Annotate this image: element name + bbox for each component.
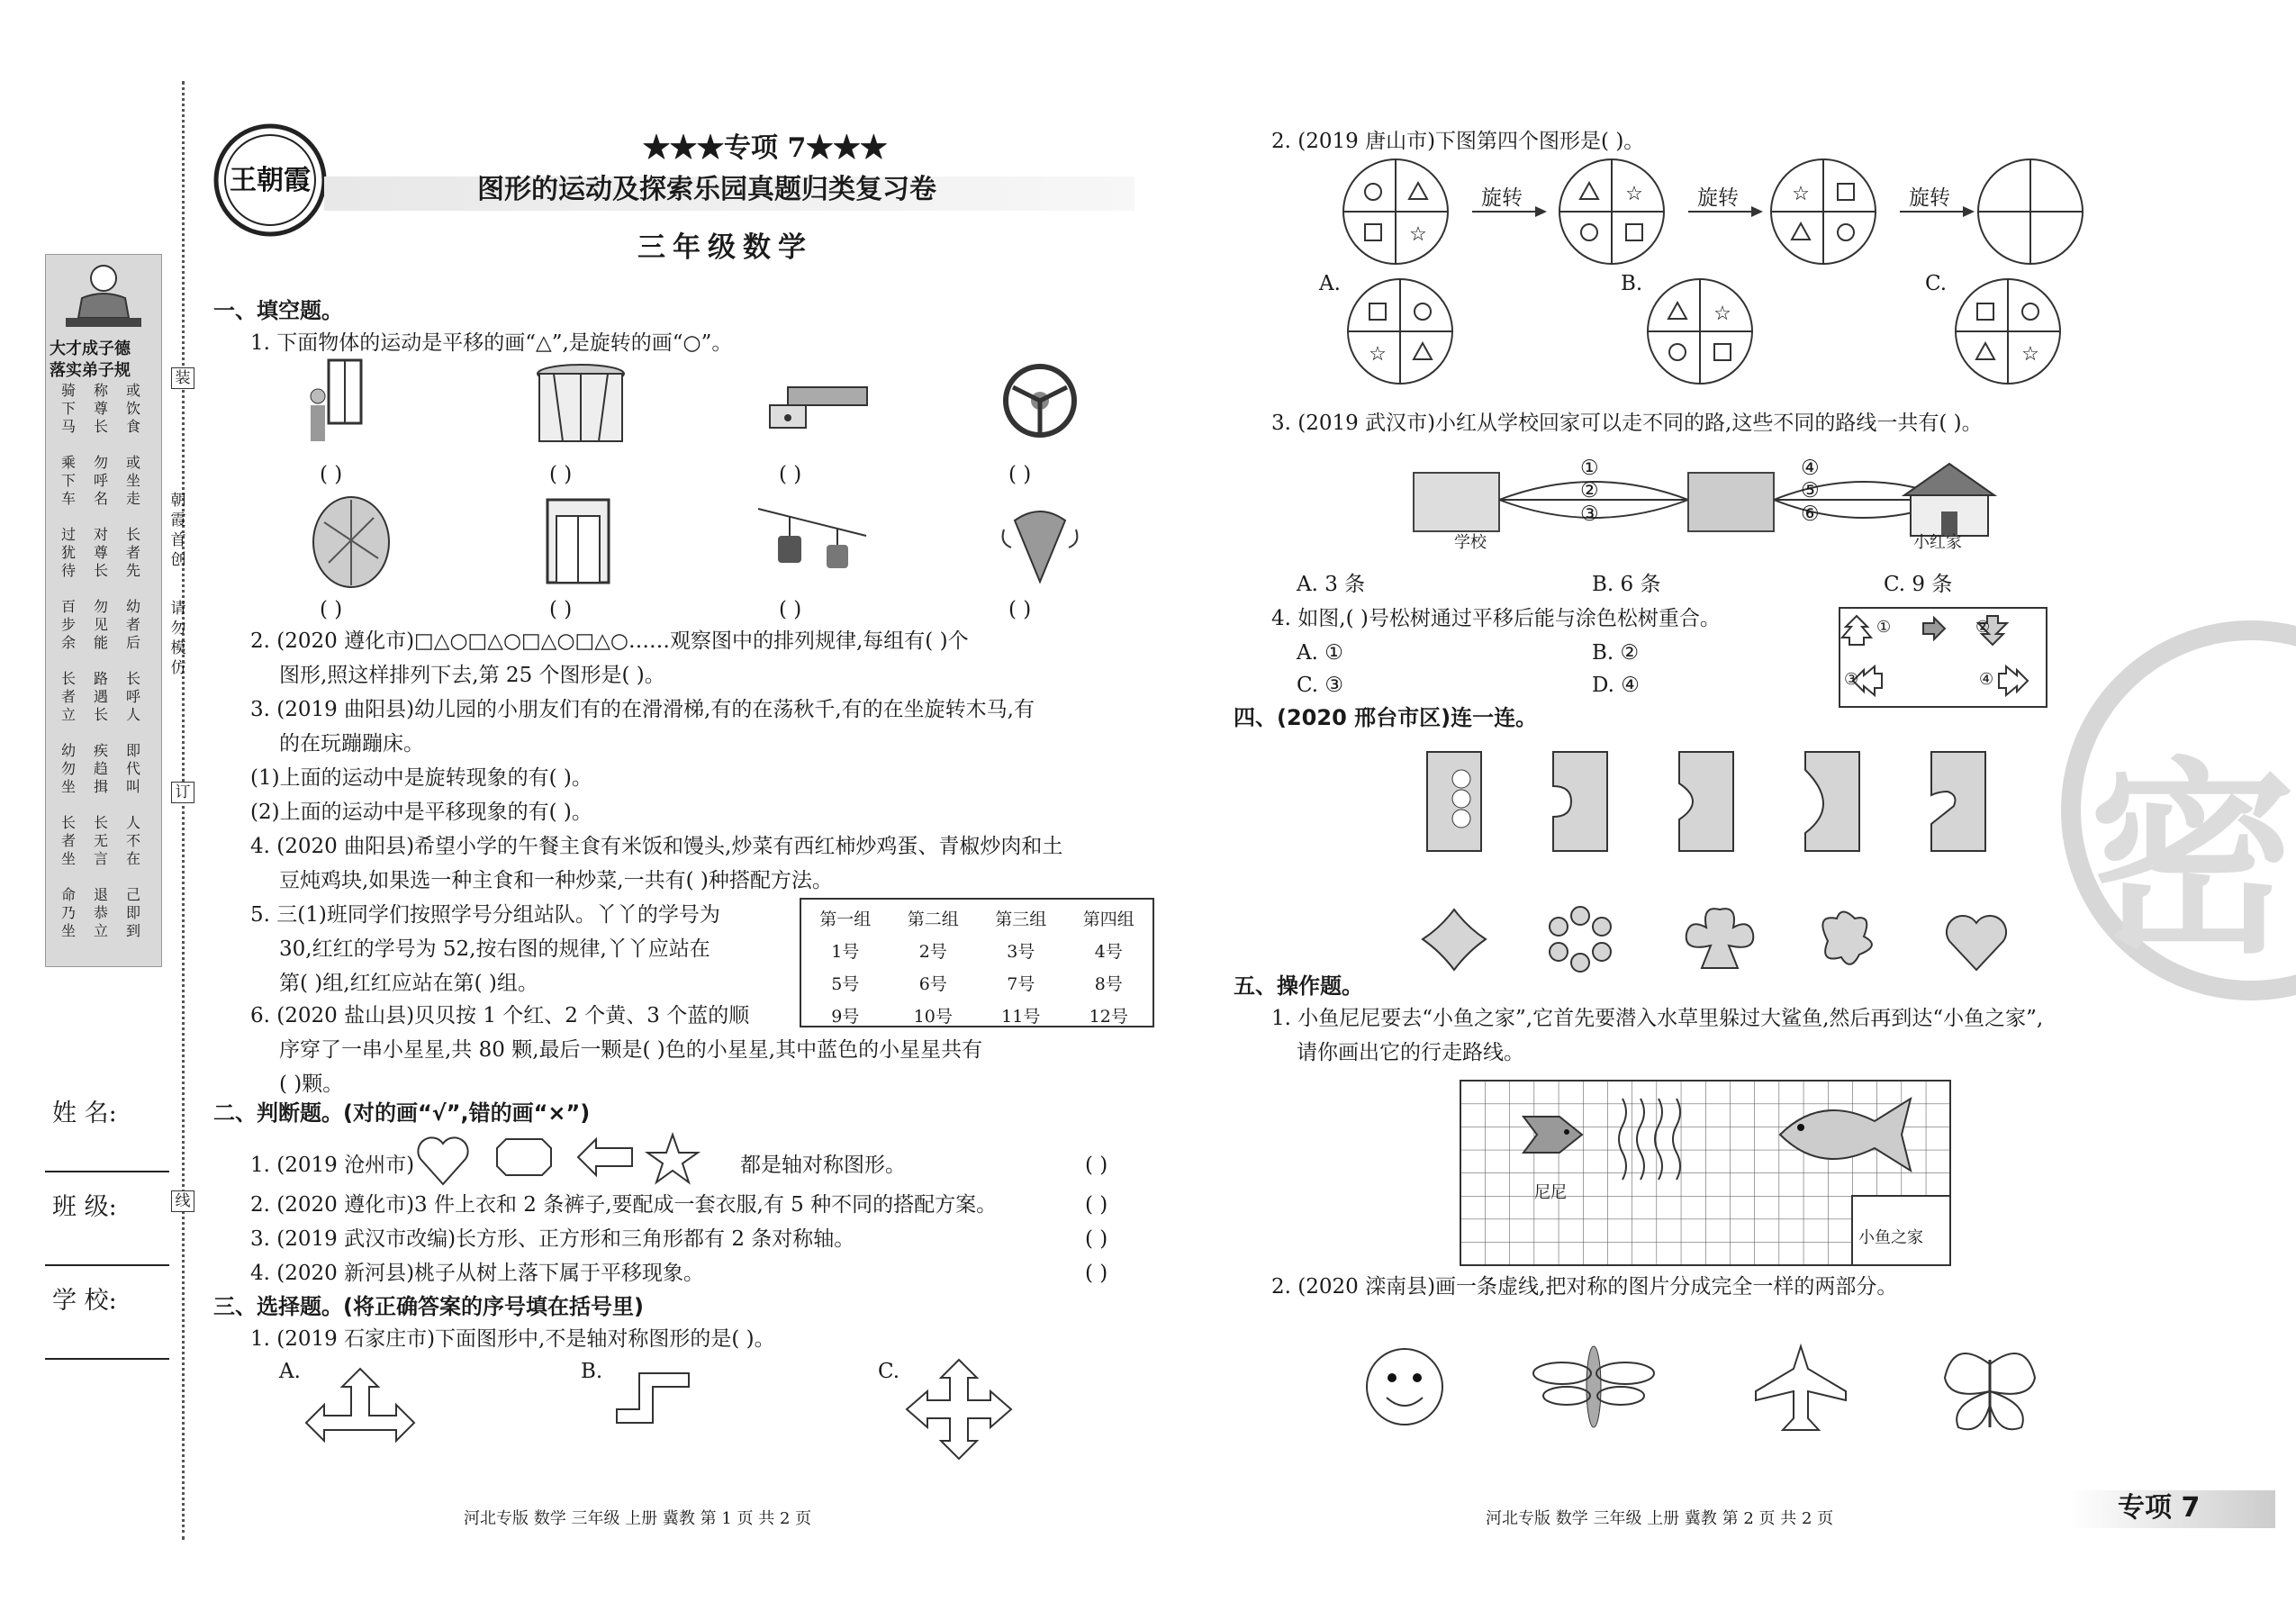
name-label: 姓 名: bbox=[52, 1100, 117, 1127]
window-push-icon bbox=[311, 360, 365, 450]
section-fill-blank: 一、填空题。 bbox=[213, 298, 343, 323]
poem-phrase: 命乃坐 bbox=[60, 886, 76, 939]
logo-seal-icon bbox=[207, 117, 333, 243]
q1-6-line-3: ( )颗。 bbox=[279, 1072, 344, 1096]
poem-phrase: 称尊长 bbox=[93, 382, 108, 435]
school-label: 学 校: bbox=[52, 1287, 117, 1315]
route-4: ④ bbox=[1801, 457, 1820, 480]
q2-3-text: 3. (2019 武汉市改编)长方形、正方形和三角形都有 2 条对称轴。 bbox=[250, 1227, 855, 1251]
poem-phrase: 长者坐 bbox=[60, 814, 76, 867]
spinning-top-icon bbox=[1004, 502, 1076, 588]
group-cell: 10号 bbox=[913, 1006, 953, 1027]
cutout-cards bbox=[1427, 752, 2093, 851]
svg-text:☆: ☆ bbox=[1625, 183, 1643, 205]
group-cell: 4号 bbox=[1094, 941, 1123, 962]
option-a-circle-icon bbox=[1346, 277, 1454, 385]
class-underline[interactable] bbox=[45, 1264, 169, 1266]
q1-4-line-2: 豆炖鸡块,如果选一种主食和一种炒菜,一共有( )种搭配方法。 bbox=[279, 869, 833, 892]
group-cell: 7号 bbox=[1007, 973, 1035, 994]
map-icon bbox=[311, 495, 392, 590]
poem-phrase: 长者立 bbox=[60, 670, 76, 723]
q1-5-line-3: 第( )组,红红应站在第( )组。 bbox=[279, 972, 538, 995]
group-cell: 3号 bbox=[1007, 941, 1035, 962]
poem-phrase: 人不在 bbox=[125, 814, 140, 867]
q1-4-line-1: 4. (2020 曲阳县)希望小学的午餐主食有米饭和馒头,炒菜有西红柿炒鸡蛋、青椒炒肉和土 bbox=[250, 835, 1063, 858]
q1-5-line-2: 30,红红的学号为 52,按右图的规律,丫丫应站在 bbox=[279, 937, 710, 961]
poem-phrase: 长者先 bbox=[125, 526, 140, 579]
elevator-icon bbox=[547, 500, 610, 585]
revolving-door-icon bbox=[536, 365, 626, 446]
symmetry-pictures[interactable] bbox=[1360, 1342, 2062, 1441]
poem-phrase: 勿见能 bbox=[93, 598, 108, 651]
svg-text:☆: ☆ bbox=[1369, 343, 1387, 366]
section-operation: 五、操作题。 bbox=[1234, 973, 1363, 999]
poem-phrase: 退恭立 bbox=[93, 886, 108, 939]
q2-4-answer[interactable]: ( ) bbox=[1085, 1262, 1108, 1285]
q3-1-option-a[interactable]: A. bbox=[279, 1360, 301, 1383]
page-subtitle: 三年级数学 bbox=[637, 231, 813, 264]
section-choice: 三、选择题。(将正确答案的序号填在括号里) bbox=[213, 1294, 644, 1319]
scholar-icon bbox=[46, 255, 161, 336]
route-1: ① bbox=[1580, 457, 1599, 480]
q3-2-option-a[interactable]: A. bbox=[1319, 272, 1341, 295]
q3-4-text: 4. 如图,( )号松树通过平移后能与涂色松树重合。 bbox=[1271, 607, 1721, 630]
q2-1-text-b: 都是轴对称图形。 bbox=[740, 1154, 906, 1177]
poem-phrase: 幼勿坐 bbox=[60, 742, 76, 795]
option-a-arrow-shape-icon bbox=[302, 1369, 419, 1441]
cable-car-icon bbox=[758, 500, 866, 581]
q2-2-answer[interactable]: ( ) bbox=[1085, 1193, 1108, 1217]
option-c-circle-icon bbox=[1954, 277, 2062, 385]
q1-6-line-2: 序穿了一串小星星,共 80 颗,最后一颗是( )色的小星星,其中蓝色的小星星共有 bbox=[279, 1038, 983, 1062]
q3-3-text: 3. (2019 武汉市)小红从学校回家可以走不同的路,这些不同的路线一共有( )。 bbox=[1271, 412, 1983, 435]
group-cell: 1号 bbox=[831, 941, 860, 962]
q1-1-answer-4[interactable]: ( ) bbox=[1008, 463, 1032, 486]
footer-page-1: 河北专版 数学 三年级 上册 冀教 第 1 页 共 2 页 bbox=[464, 1509, 812, 1528]
q3-3-option-c[interactable]: C. 9 条 bbox=[1884, 573, 1953, 596]
q3-4-option-d[interactable]: D. ④ bbox=[1592, 674, 1640, 697]
drawer-icon bbox=[770, 378, 869, 450]
q1-2-line-1: 2. (2020 遵化市)□△○□△○□△○□△○……观察图中的排列规律,每组有( )个 bbox=[250, 629, 969, 653]
group-header: 第一组 bbox=[819, 909, 872, 929]
group-cell: 9号 bbox=[831, 1006, 860, 1027]
home-label: 小红家 bbox=[1913, 533, 1962, 552]
motto-2: 落实弟子规 bbox=[50, 361, 131, 380]
route-2: ② bbox=[1580, 479, 1599, 502]
tree-mark-3: ③ bbox=[1844, 670, 1859, 689]
series-label: ★★★专项 7★★★ bbox=[643, 132, 888, 164]
house-icon bbox=[1900, 459, 1999, 540]
poem-phrase: 己即到 bbox=[125, 886, 140, 939]
q5-1-line-2: 请你画出它的行走路线。 bbox=[1297, 1041, 1524, 1064]
side-mark-1: 装 bbox=[171, 367, 194, 389]
q2-3-answer[interactable]: ( ) bbox=[1085, 1227, 1108, 1251]
page-title: 图形的运动及探索乐园真题归类复习卷 bbox=[477, 174, 936, 205]
group-header: 第三组 bbox=[995, 909, 1047, 929]
class-label: 班 级: bbox=[52, 1193, 117, 1221]
vertical-note-2: 请勿模仿 bbox=[170, 600, 186, 677]
q2-4-text: 4. (2020 新河县)桃子从树上落下属于平移现象。 bbox=[250, 1262, 705, 1285]
svg-text:☆: ☆ bbox=[1409, 223, 1427, 246]
poem-phrase: 勿呼名 bbox=[93, 454, 108, 507]
rotation-circle-1 bbox=[1343, 159, 1448, 264]
option-b-circle-icon bbox=[1646, 277, 1754, 385]
poem-phrase: 百步余 bbox=[60, 598, 76, 651]
rotate-label-1: 旋转 bbox=[1481, 186, 1523, 210]
watermark-text: 密 bbox=[2089, 741, 2296, 982]
section-judge: 二、判断题。(对的画“√”,错的画“×”) bbox=[213, 1100, 591, 1126]
corner-tag-label: 专项 7 bbox=[2118, 1492, 2201, 1524]
poem-phrase: 长无言 bbox=[93, 814, 108, 867]
school-underline[interactable] bbox=[45, 1358, 169, 1360]
q1-3-line-2: 的在玩蹦蹦床。 bbox=[279, 732, 424, 756]
fish-home-label: 小鱼之家 bbox=[1858, 1228, 1923, 1247]
svg-text:☆: ☆ bbox=[1713, 303, 1731, 325]
tree-mark-4: ④ bbox=[1979, 670, 1994, 689]
poem-phrase: 或饮食 bbox=[125, 382, 140, 435]
route-3: ③ bbox=[1580, 502, 1599, 526]
option-c-cross-arrow-icon bbox=[905, 1360, 1013, 1459]
q5-1-line-1: 1. 小鱼尼尼要去“小鱼之家”,它首先要潜入水草里躲过大鲨鱼,然后再到达“小鱼之家”, bbox=[1271, 1007, 2044, 1030]
group-cell: 12号 bbox=[1089, 1006, 1128, 1027]
side-mark-2: 订 bbox=[171, 782, 194, 803]
section-connect: 四、(2020 邢台市区)连一连。 bbox=[1234, 705, 1538, 730]
rotate-label-3: 旋转 bbox=[1909, 186, 1950, 210]
name-underline[interactable] bbox=[45, 1171, 169, 1172]
rotate-label-2: 旋转 bbox=[1697, 186, 1739, 210]
binding-line bbox=[182, 81, 185, 1540]
group-table bbox=[800, 898, 1154, 1027]
svg-text:王朝霞: 王朝霞 bbox=[230, 165, 311, 196]
q3-1-text: 1. (2019 石家庄市)下面图形中,不是轴对称图形的是( )。 bbox=[250, 1327, 775, 1351]
group-cell: 5号 bbox=[831, 973, 860, 994]
q3-2-text: 2. (2019 唐山市)下图第四个图形是( )。 bbox=[1271, 130, 1645, 153]
q3-1-option-b[interactable]: B. bbox=[581, 1360, 603, 1383]
group-header: 第二组 bbox=[907, 909, 959, 929]
q1-1-answer-7[interactable]: ( ) bbox=[779, 598, 802, 621]
q1-1-answer-2[interactable]: ( ) bbox=[549, 463, 573, 486]
q1-1-answer-6[interactable]: ( ) bbox=[549, 598, 573, 621]
poem-phrase: 疾趋揖 bbox=[93, 742, 108, 795]
whole-shapes bbox=[1418, 905, 2084, 977]
svg-text:☆: ☆ bbox=[1792, 183, 1810, 205]
group-cell: 6号 bbox=[918, 973, 947, 994]
q5-2-text: 2. (2020 滦南县)画一条虚线,把对称的图片分成完全一样的两部分。 bbox=[1271, 1275, 1898, 1299]
q1-2-line-2: 图形,照这样排列下去,第 25 个图形是( )。 bbox=[279, 664, 665, 687]
vertical-note-1: 朝霞首创 bbox=[170, 492, 186, 569]
q1-1-answer-1[interactable]: ( ) bbox=[320, 463, 343, 486]
q3-2-option-b[interactable]: B. bbox=[1621, 272, 1643, 295]
q3-4-option-c[interactable]: C. ③ bbox=[1297, 674, 1344, 697]
q1-3-line-4: (2)上面的运动中是平移现象的有( )。 bbox=[250, 801, 592, 824]
q3-4-option-b[interactable]: B. ② bbox=[1592, 641, 1640, 665]
q3-4-option-a[interactable]: A. ① bbox=[1297, 641, 1343, 665]
pine-tree-box bbox=[1839, 607, 2047, 708]
option-b-step-shape-icon bbox=[612, 1369, 693, 1432]
q3-2-option-c[interactable]: C. bbox=[1925, 272, 1948, 295]
q2-1-answer[interactable]: ( ) bbox=[1085, 1154, 1108, 1177]
route-6: ⑥ bbox=[1801, 502, 1820, 526]
poem-phrase: 长呼人 bbox=[125, 670, 140, 723]
q2-2-text: 2. (2020 遵化市)3 件上衣和 2 条裤子,要配成一套衣服,有 5 种不同的搭配方案。 bbox=[250, 1193, 998, 1217]
poem-phrase: 乘下车 bbox=[60, 454, 76, 507]
route-5: ⑤ bbox=[1801, 479, 1820, 502]
q1-1-answer-8[interactable]: ( ) bbox=[1008, 598, 1032, 621]
q3-3-option-b[interactable]: B. 6 条 bbox=[1592, 573, 1661, 596]
svg-text:☆: ☆ bbox=[2021, 343, 2039, 366]
poem-phrase: 即代叫 bbox=[125, 742, 140, 795]
motto-1: 大才成子德 bbox=[50, 339, 131, 358]
poem-phrase: 骑下马 bbox=[60, 382, 76, 435]
poem-phrase: 过犹待 bbox=[60, 526, 76, 579]
footer-page-2: 河北专版 数学 三年级 上册 冀教 第 2 页 共 2 页 bbox=[1486, 1509, 1834, 1528]
q1-6-line-1: 6. (2020 盐山县)贝贝按 1 个红、2 个黄、3 个蓝的顺 bbox=[250, 1004, 750, 1027]
q1-3-line-1: 3. (2019 曲阳县)幼儿园的小朋友们有的在滑滑梯,有的在荡秋千,有的在坐旋转木马,有 bbox=[250, 698, 1035, 721]
q3-1-option-c[interactable]: C. bbox=[878, 1360, 900, 1383]
group-cell: 2号 bbox=[918, 941, 947, 962]
poem-phrase: 对尊长 bbox=[93, 526, 108, 579]
q1-1-text: 1. 下面物体的运动是平移的画“△”,是旋转的画“○”。 bbox=[250, 331, 733, 355]
poem-phrase: 路遇长 bbox=[93, 670, 108, 723]
steering-wheel-icon bbox=[995, 360, 1085, 446]
school-label: 学校 bbox=[1454, 533, 1487, 552]
poem-phrase: 幼者后 bbox=[125, 598, 140, 651]
group-header: 第四组 bbox=[1082, 909, 1134, 929]
pine-trees-icon bbox=[1840, 609, 2046, 706]
route-diagram bbox=[1414, 455, 1918, 536]
q2-1-text-a: 1. (2019 沧州市) bbox=[250, 1154, 415, 1177]
tree-mark-2: ② bbox=[1975, 618, 1991, 637]
symmetric-shapes-icon bbox=[416, 1130, 686, 1193]
tree-mark-1: ① bbox=[1876, 618, 1892, 637]
side-mark-3: 线 bbox=[171, 1190, 194, 1212]
poem-phrase: 或坐走 bbox=[125, 454, 140, 507]
group-cell: 11号 bbox=[1001, 1006, 1041, 1027]
q1-1-answer-3[interactable]: ( ) bbox=[779, 463, 802, 486]
q3-3-option-a[interactable]: A. 3 条 bbox=[1297, 573, 1366, 596]
q1-3-line-3: (1)上面的运动中是旋转现象的有( )。 bbox=[250, 766, 592, 790]
q1-5-line-1: 5. 三(1)班同学们按照学号分组站队。丫丫的学号为 bbox=[250, 903, 720, 927]
fish-name-label: 尼尼 bbox=[1534, 1183, 1567, 1202]
group-cell: 8号 bbox=[1094, 973, 1123, 994]
q1-1-answer-5[interactable]: ( ) bbox=[320, 598, 343, 621]
